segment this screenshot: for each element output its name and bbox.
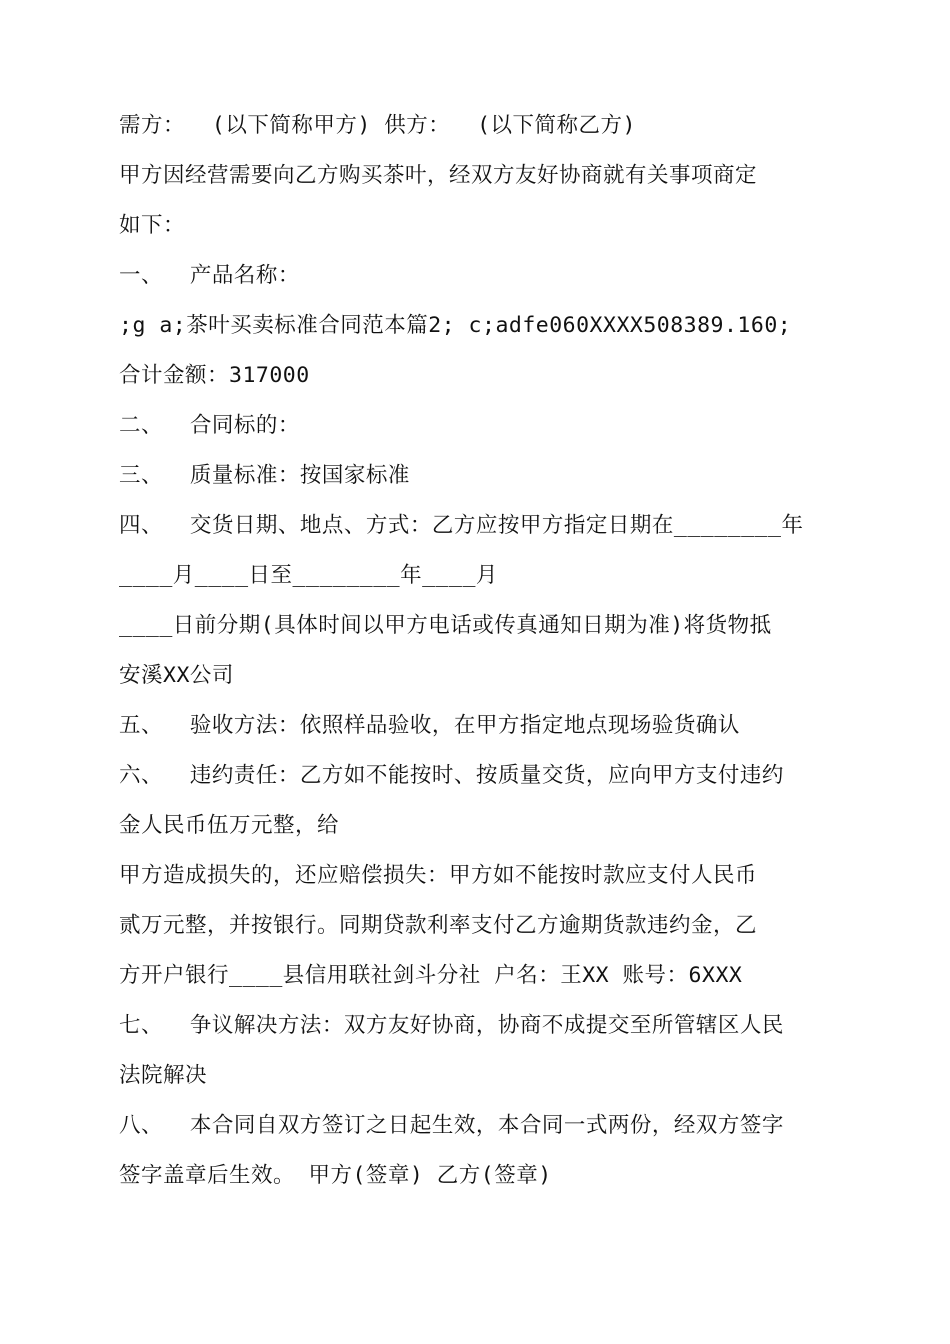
clause-5-acceptance: 五、 验收方法：依照样品验收，在甲方指定地点现场验货确认 bbox=[119, 713, 740, 738]
clause-6-liability-line-2: 金人民币伍万元整，给 bbox=[119, 813, 340, 838]
clause-2-subject: 二、 合同标的： bbox=[119, 413, 300, 438]
clause-7-dispute-line-2: 法院解决 bbox=[119, 1063, 208, 1088]
clause-3-quality: 三、 质量标准：按国家标准 bbox=[119, 463, 410, 488]
clause-4-delivery-line-4: 安溪XX公司 bbox=[119, 663, 234, 688]
clause-4-delivery-line-1: 四、 交货日期、地点、方式：乙方应按甲方指定日期在________年 bbox=[119, 513, 804, 538]
party-line: 需方： (以下简称甲方) 供方： (以下简称乙方) bbox=[119, 113, 636, 138]
bank-account-line: 方开户银行____县信用联社剑斗分社 户名：王XX 账号：6XXX bbox=[119, 963, 743, 988]
clause-8-effective-line-1: 八、 本合同自双方签订之日起生效，本合同一式两份，经双方签字 bbox=[119, 1113, 784, 1138]
clause-6-liability-line-4: 贰万元整，并按银行。同期贷款利率支付乙方逾期货款违约金，乙 bbox=[119, 913, 758, 938]
clause-7-dispute-line-1: 七、 争议解决方法：双方友好协商，协商不成提交至所管辖区人民 bbox=[119, 1013, 784, 1038]
clause-4-delivery-line-3: ____日前分期(具体时间以甲方电话或传真通知日期为准)将货物抵 bbox=[119, 613, 772, 638]
clause-8-effective-line-2: 签字盖章后生效。 甲方(签章) 乙方(签章) bbox=[119, 1163, 552, 1188]
total-amount-line: 合计金额：317000 bbox=[119, 363, 310, 388]
clause-6-liability-line-1: 六、 违约责任：乙方如不能按时、按质量交货，应向甲方支付违约 bbox=[119, 763, 784, 788]
clause-1-product-name: 一、 产品名称： bbox=[119, 263, 300, 288]
product-detail-line: ;g a;茶叶买卖标准合同范本篇2; c;adfe060XXXX508389.160; bbox=[119, 313, 792, 338]
intro-line-1: 甲方因经营需要向乙方购买茶叶，经双方友好协商就有关事项商定 bbox=[119, 163, 758, 188]
clause-4-delivery-line-2: ____月____日至________年____月 bbox=[119, 563, 498, 588]
intro-line-2: 如下： bbox=[119, 213, 186, 238]
clause-6-liability-line-3: 甲方造成损失的，还应赔偿损失：甲方如不能按时款应支付人民币 bbox=[119, 863, 758, 888]
